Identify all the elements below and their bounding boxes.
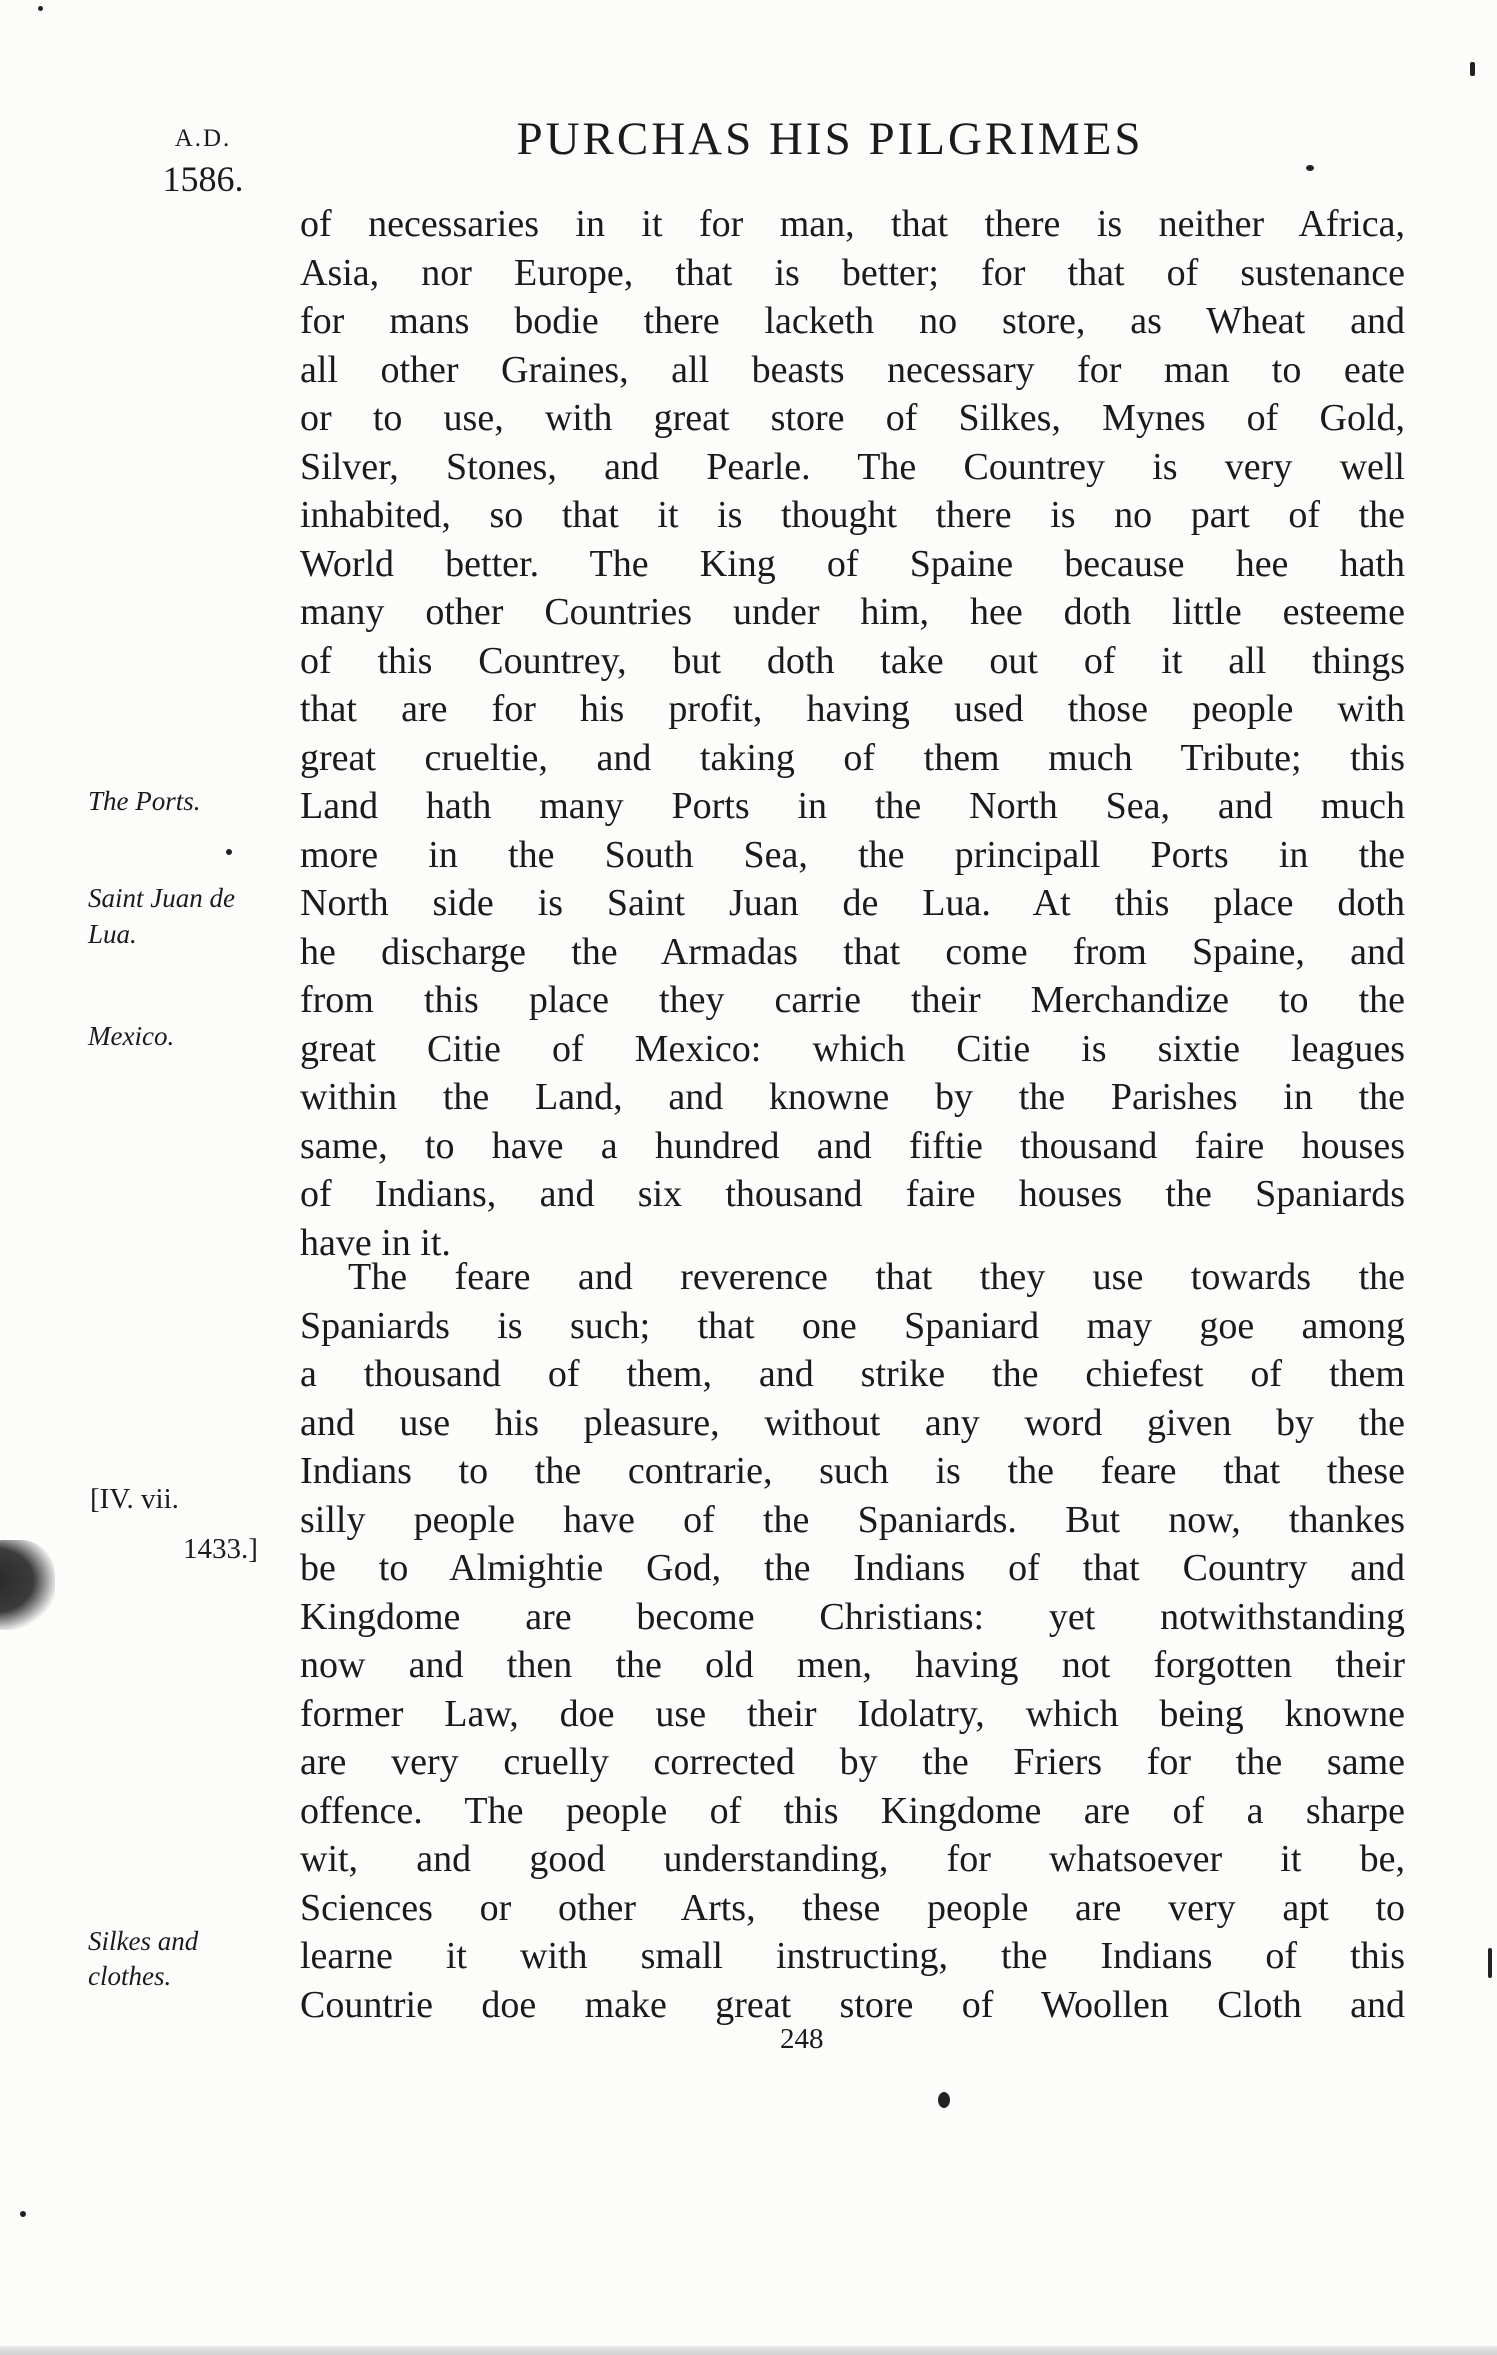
- text-line: Spaniards is such; that one Spaniard may goe among: [300, 1304, 1405, 1347]
- paragraph-1: [300, 200, 1405, 1267]
- ink-speck: [1306, 165, 1314, 171]
- text-line: a thousand of them, and strike the chiefest of them: [300, 1353, 1405, 1395]
- text-line: or to use, with great store of Silkes, Mynes of Gold,: [300, 397, 1405, 439]
- text-line: more in the South Sea, the principall Ports in the: [300, 833, 1405, 876]
- text-line: he discharge the Armadas that come from Spaine, and: [300, 930, 1405, 973]
- text-line: World better. The King of Spaine because hee hath: [300, 542, 1405, 585]
- year-label: A.D.: [174, 125, 232, 152]
- text-line: North side is Saint Juan de Lua. At this place doth: [300, 882, 1405, 924]
- thumb-shadow: [0, 1540, 55, 1630]
- text-line: The feare and reverence that they use towards the: [348, 1256, 1405, 1298]
- text-line: be to Almightie God, the Indians of that Country and: [300, 1547, 1405, 1589]
- text-line: Kingdome are become Christians: yet notwithstanding: [300, 1595, 1405, 1638]
- margin-note-ports: The Ports.: [88, 786, 201, 816]
- text-line: silly people have of the Spaniards. But now, thankes: [300, 1498, 1405, 1541]
- text-line: that are for his profit, having used those people with: [300, 688, 1405, 730]
- margin-reference-number: 1433.]: [183, 1533, 258, 1565]
- text-line: of this Countrey, but doth take out of it all things: [300, 639, 1405, 682]
- margin-note-silkes: Silkes and: [88, 1926, 199, 1956]
- text-line: great crueltie, and taking of them much Tribute; this: [300, 736, 1405, 779]
- text-line: of Indians, and six thousand faire houses the Spaniards: [300, 1173, 1405, 1215]
- text-line: great Citie of Mexico: which Citie is sixtie leagues: [300, 1027, 1405, 1070]
- ink-speck: [1470, 62, 1475, 76]
- text-line: are very cruelly corrected by the Friers for the same: [300, 1741, 1405, 1783]
- ink-speck: [226, 849, 232, 855]
- text-line: Asia, nor Europe, that is better; for that of sustenance: [300, 251, 1405, 294]
- ink-speck: [1488, 1948, 1492, 1978]
- margin-note-clothes: clothes.: [88, 1961, 172, 1991]
- text-line: from this place they carrie their Merchandize to the: [300, 979, 1405, 1021]
- ink-speck: [38, 6, 43, 11]
- text-line: learne it with small instructing, the Indians of this: [300, 1935, 1405, 1977]
- margin-note-lua: Lua.: [88, 919, 137, 949]
- text-line: former Law, doe use their Idolatry, which being knowne: [300, 1692, 1405, 1735]
- year-value: 1586.: [162, 159, 244, 199]
- text-line: Sciences or other Arts, these people are very apt to: [300, 1886, 1405, 1929]
- margin-reference: [IV. vii.: [90, 1483, 179, 1515]
- text-line: offence. The people of this Kingdome are of a sharpe: [300, 1789, 1405, 1832]
- text-line: same, to have a hundred and fiftie thousand faire houses: [300, 1124, 1405, 1167]
- running-head: PURCHAS HIS PILGRIMES: [516, 113, 1144, 165]
- ink-speck: [20, 2211, 26, 2217]
- ink-speck: [938, 2092, 950, 2108]
- margin-note-mexico: Mexico.: [88, 1021, 175, 1051]
- text-line: now and then the old men, having not forgotten their: [300, 1644, 1405, 1686]
- text-line: many other Countries under him, hee doth little esteeme: [300, 591, 1405, 633]
- text-line: Land hath many Ports in the North Sea, and much: [300, 785, 1405, 827]
- text-line: within the Land, and knowne by the Parishes in the: [300, 1076, 1405, 1118]
- text-line: Countrie doe make great store of Woollen Cloth and: [300, 1983, 1405, 2026]
- text-line: for mans bodie there lacketh no store, as Wheat and: [300, 300, 1405, 342]
- margin-note-saint-juan: Saint Juan de: [88, 883, 235, 913]
- text-line: Indians to the contrarie, such is the feare that these: [300, 1450, 1405, 1492]
- text-line: inhabited, so that it is thought there is no part of the: [300, 494, 1405, 536]
- text-line: Silver, Stones, and Pearle. The Countrey is very well: [300, 445, 1405, 488]
- text-line: wit, and good understanding, for whatsoever it be,: [300, 1838, 1405, 1880]
- paragraph-2: [300, 1253, 1405, 2029]
- text-line: all other Graines, all beasts necessary for man to eate: [300, 348, 1405, 391]
- text-line: and use his pleasure, without any word given by the: [300, 1401, 1405, 1444]
- page-number: 248: [780, 2023, 824, 2055]
- text-line: have in it.: [300, 1221, 451, 1264]
- text-line: of necessaries in it for man, that there is neither Africa,: [300, 203, 1405, 245]
- page-bottom-edge: [0, 2346, 1497, 2355]
